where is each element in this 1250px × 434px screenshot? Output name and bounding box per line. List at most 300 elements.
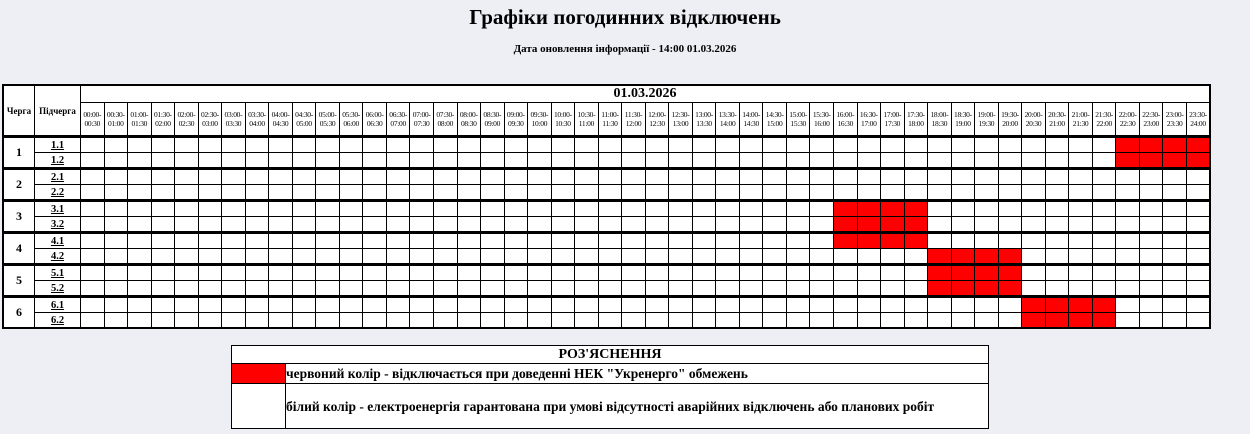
slot-cell (645, 185, 669, 201)
slot-cell (457, 201, 481, 217)
slot-cell (504, 249, 528, 265)
slot-cell (245, 153, 269, 169)
slot-cell (1116, 297, 1140, 313)
schedule-row (3, 201, 1210, 217)
slot-cell (222, 169, 246, 185)
slot-cell (1045, 249, 1069, 265)
legend-title-row (232, 346, 989, 364)
slot-cell (1045, 169, 1069, 185)
slot-cell (316, 201, 340, 217)
slot-cell (504, 185, 528, 201)
slot-cell (269, 217, 293, 233)
slot-cell (104, 185, 128, 201)
slot-cell (575, 217, 599, 233)
slot-cell (575, 297, 599, 313)
subqueue-link[interactable]: 4.2 (35, 249, 81, 265)
slot-cell-outage (1022, 313, 1046, 329)
slot-cell (998, 233, 1022, 249)
slot-cell (834, 249, 858, 265)
slot-cell (339, 217, 363, 233)
slot-cell (504, 233, 528, 249)
slot-cell (692, 249, 716, 265)
slot-cell (528, 233, 552, 249)
slot-cell-outage (834, 201, 858, 217)
subqueue-link[interactable]: 1.2 (35, 153, 81, 169)
slot-cell (104, 153, 128, 169)
slot-cell (928, 185, 952, 201)
slot-cell (386, 169, 410, 185)
slot-cell (1139, 201, 1163, 217)
slot-cell (245, 297, 269, 313)
slot-cell (316, 137, 340, 153)
slot-cell (575, 265, 599, 281)
slot-cell (222, 201, 246, 217)
slot-cell (1069, 153, 1093, 169)
time-slot-header: 01:30- 02:00 (151, 103, 175, 137)
slot-cell (716, 249, 740, 265)
slot-cell (716, 217, 740, 233)
slot-cell (739, 201, 763, 217)
slot-cell (575, 233, 599, 249)
schedule-row (3, 249, 1210, 265)
time-slot-header: 11:00- 11:30 (598, 103, 622, 137)
slot-cell-outage (975, 265, 999, 281)
schedule-row (3, 153, 1210, 169)
time-slot-header: 22:00- 22:30 (1116, 103, 1140, 137)
slot-cell (363, 185, 387, 201)
slot-cell (104, 313, 128, 329)
time-slot-header: 22:30- 23:00 (1139, 103, 1163, 137)
slot-cell (1163, 233, 1187, 249)
slot-cell (528, 137, 552, 153)
slot-cell (975, 137, 999, 153)
slot-cell (645, 233, 669, 249)
slot-cell (1069, 281, 1093, 297)
slot-cell (998, 185, 1022, 201)
slot-cell (245, 169, 269, 185)
slot-cell-outage (1139, 137, 1163, 153)
slot-cell (504, 281, 528, 297)
slot-cell (998, 169, 1022, 185)
slot-cell (669, 137, 693, 153)
slot-cell (386, 297, 410, 313)
slot-cell (81, 153, 105, 169)
slot-cell (975, 217, 999, 233)
slot-cell (575, 201, 599, 217)
slot-cell (622, 169, 646, 185)
slot-cell (1186, 233, 1210, 249)
slot-cell (1045, 265, 1069, 281)
time-slot-header: 08:30- 09:00 (481, 103, 505, 137)
slot-cell (363, 201, 387, 217)
slot-cell (1116, 201, 1140, 217)
slot-cell (739, 153, 763, 169)
slot-cell (763, 201, 787, 217)
slot-cell (245, 185, 269, 201)
slot-cell (104, 297, 128, 313)
time-header-row (3, 103, 1210, 137)
time-slot-header: 07:30- 08:00 (433, 103, 457, 137)
slot-cell (669, 249, 693, 265)
schedule-row (3, 313, 1210, 329)
slot-cell (81, 185, 105, 201)
slot-cell (269, 185, 293, 201)
slot-cell (433, 265, 457, 281)
slot-cell (551, 265, 575, 281)
slot-cell (1116, 169, 1140, 185)
slot-cell (292, 313, 316, 329)
slot-cell (175, 153, 199, 169)
slot-cell (1186, 313, 1210, 329)
slot-cell (245, 137, 269, 153)
slot-cell (410, 265, 434, 281)
slot-cell (622, 249, 646, 265)
time-slot-header: 18:00- 18:30 (928, 103, 952, 137)
slot-cell (669, 153, 693, 169)
slot-cell (175, 137, 199, 153)
slot-cell (692, 281, 716, 297)
slot-cell (481, 137, 505, 153)
subqueue-link[interactable]: 1.1 (35, 137, 81, 153)
slot-cell-outage (975, 281, 999, 297)
slot-cell (1139, 297, 1163, 313)
slot-cell (1092, 233, 1116, 249)
slot-cell (716, 185, 740, 201)
time-slot-header: 17:00- 17:30 (881, 103, 905, 137)
slot-cell (151, 201, 175, 217)
subqueue-link[interactable]: 2.2 (35, 185, 81, 201)
time-slot-header: 00:00- 00:30 (81, 103, 105, 137)
slot-cell (786, 281, 810, 297)
slot-cell (739, 185, 763, 201)
slot-cell (1022, 233, 1046, 249)
slot-cell-outage (1116, 153, 1140, 169)
slot-cell (504, 217, 528, 233)
slot-cell (1139, 233, 1163, 249)
slot-cell (622, 265, 646, 281)
time-slot-header: 04:30- 05:00 (292, 103, 316, 137)
slot-cell (528, 265, 552, 281)
slot-cell (598, 201, 622, 217)
slot-cell (363, 249, 387, 265)
slot-cell (551, 233, 575, 249)
slot-cell (928, 313, 952, 329)
slot-cell (198, 169, 222, 185)
slot-cell (669, 313, 693, 329)
slot-cell (622, 217, 646, 233)
slot-cell (457, 217, 481, 233)
slot-cell (1045, 281, 1069, 297)
slot-cell (622, 233, 646, 249)
time-slot-header: 16:30- 17:00 (857, 103, 881, 137)
slot-cell (269, 281, 293, 297)
slot-cell (598, 153, 622, 169)
slot-cell (316, 233, 340, 249)
schedule-row (3, 137, 1210, 153)
slot-cell-outage (1116, 137, 1140, 153)
slot-cell (316, 297, 340, 313)
slot-cell (104, 201, 128, 217)
slot-cell (551, 185, 575, 201)
slot-cell (269, 201, 293, 217)
slot-cell (339, 153, 363, 169)
slot-cell (1139, 217, 1163, 233)
slot-cell-outage (834, 217, 858, 233)
slot-cell (198, 265, 222, 281)
slot-cell (669, 185, 693, 201)
slot-cell (669, 297, 693, 313)
slot-cell (339, 137, 363, 153)
slot-cell (81, 217, 105, 233)
slot-cell (316, 313, 340, 329)
slot-cell (975, 153, 999, 169)
slot-cell (151, 313, 175, 329)
subqueue-link[interactable]: 6.1 (35, 297, 81, 313)
subqueue-link[interactable]: 2.1 (35, 169, 81, 185)
slot-cell (457, 137, 481, 153)
subqueue-link[interactable]: 5.1 (35, 265, 81, 281)
slot-cell (786, 265, 810, 281)
slot-cell (339, 281, 363, 297)
slot-cell (292, 201, 316, 217)
slot-cell (481, 313, 505, 329)
slot-cell (410, 313, 434, 329)
slot-cell (551, 137, 575, 153)
slot-cell (810, 137, 834, 153)
slot-cell (222, 281, 246, 297)
slot-cell (339, 185, 363, 201)
slot-cell (669, 217, 693, 233)
slot-cell (598, 265, 622, 281)
slot-cell (457, 153, 481, 169)
slot-cell (551, 313, 575, 329)
slot-cell (834, 313, 858, 329)
slot-cell (857, 185, 881, 201)
time-slot-header: 21:00- 21:30 (1069, 103, 1093, 137)
slot-cell (1045, 185, 1069, 201)
slot-cell (433, 233, 457, 249)
slot-cell (1092, 169, 1116, 185)
slot-cell (128, 201, 152, 217)
slot-cell (551, 297, 575, 313)
slot-cell (128, 169, 152, 185)
slot-cell (1092, 137, 1116, 153)
slot-cell (433, 137, 457, 153)
subqueue-link[interactable]: 3.1 (35, 201, 81, 217)
slot-cell (245, 249, 269, 265)
slot-cell (292, 281, 316, 297)
subqueue-link[interactable]: 6.2 (35, 313, 81, 329)
slot-cell (951, 137, 975, 153)
legend-table (231, 345, 989, 429)
slot-cell (1163, 281, 1187, 297)
slot-cell (433, 217, 457, 233)
slot-cell (810, 217, 834, 233)
slot-cell (386, 281, 410, 297)
slot-cell (1022, 249, 1046, 265)
time-slot-header: 19:30- 20:00 (998, 103, 1022, 137)
slot-cell (128, 153, 152, 169)
slot-cell (269, 249, 293, 265)
slot-cell (598, 217, 622, 233)
subqueue-link[interactable]: 5.2 (35, 281, 81, 297)
slot-cell (786, 185, 810, 201)
slot-cell (1116, 217, 1140, 233)
slot-cell (645, 313, 669, 329)
slot-cell (175, 201, 199, 217)
slot-cell (81, 137, 105, 153)
slot-cell (598, 185, 622, 201)
slot-cell (716, 313, 740, 329)
slot-cell (834, 265, 858, 281)
slot-cell (269, 265, 293, 281)
slot-cell (222, 265, 246, 281)
slot-cell (1092, 201, 1116, 217)
slot-cell (104, 137, 128, 153)
slot-cell (481, 265, 505, 281)
slot-cell (739, 137, 763, 153)
slot-cell (222, 297, 246, 313)
slot-cell (692, 217, 716, 233)
slot-cell (1163, 265, 1187, 281)
slot-cell (151, 233, 175, 249)
slot-cell (575, 249, 599, 265)
legend-red-row (232, 364, 989, 384)
slot-cell (433, 249, 457, 265)
slot-cell (951, 153, 975, 169)
slot-cell (810, 313, 834, 329)
slot-cell (481, 233, 505, 249)
slot-cell (363, 137, 387, 153)
slot-cell (175, 265, 199, 281)
legend-red-swatch (232, 364, 286, 384)
slot-cell (1022, 169, 1046, 185)
slot-cell (175, 297, 199, 313)
slot-cell (928, 137, 952, 153)
slot-cell (786, 313, 810, 329)
slot-cell (857, 137, 881, 153)
slot-cell (433, 313, 457, 329)
slot-cell (928, 297, 952, 313)
time-slot-header: 23:30- 24:00 (1186, 103, 1210, 137)
slot-cell (763, 313, 787, 329)
slot-cell (598, 137, 622, 153)
slot-cell (1092, 281, 1116, 297)
slot-cell (386, 153, 410, 169)
slot-cell (904, 169, 928, 185)
slot-cell (504, 153, 528, 169)
slot-cell (457, 313, 481, 329)
slot-cell (363, 313, 387, 329)
slot-cell (316, 265, 340, 281)
slot-cell (457, 281, 481, 297)
slot-cell (269, 169, 293, 185)
queue-cell: 2 (3, 169, 35, 201)
slot-cell (339, 249, 363, 265)
time-slot-header: 14:00- 14:30 (739, 103, 763, 137)
slot-cell (175, 281, 199, 297)
schedule-row (3, 217, 1210, 233)
date-row (3, 85, 1210, 103)
slot-cell (481, 185, 505, 201)
slot-cell (81, 297, 105, 313)
slot-cell (763, 297, 787, 313)
update-date: Дата оновлення інформації - 14:00 01.03.2026 (513, 43, 737, 55)
slot-cell (669, 201, 693, 217)
slot-cell (975, 233, 999, 249)
slot-cell (386, 217, 410, 233)
slot-cell (763, 185, 787, 201)
time-slot-header: 02:30- 03:00 (198, 103, 222, 137)
slot-cell (763, 137, 787, 153)
schedule-table (2, 84, 1211, 329)
time-slot-header: 00:30- 01:00 (104, 103, 128, 137)
slot-cell (386, 137, 410, 153)
slot-cell (1163, 185, 1187, 201)
time-slot-header: 09:00- 09:30 (504, 103, 528, 137)
legend-title: РОЗ'ЯСНЕННЯ (232, 346, 989, 364)
schedule-row (3, 185, 1210, 201)
slot-cell (269, 233, 293, 249)
slot-cell-outage (1163, 153, 1187, 169)
slot-cell (551, 281, 575, 297)
time-slot-header: 12:30- 13:00 (669, 103, 693, 137)
slot-cell (739, 297, 763, 313)
slot-cell (269, 137, 293, 153)
time-slot-header: 06:00- 06:30 (363, 103, 387, 137)
slot-cell (1139, 249, 1163, 265)
slot-cell (645, 137, 669, 153)
slot-cell (575, 281, 599, 297)
slot-cell-outage (857, 233, 881, 249)
subqueue-link[interactable]: 4.1 (35, 233, 81, 249)
slot-cell (198, 201, 222, 217)
slot-cell (339, 265, 363, 281)
slot-cell (857, 281, 881, 297)
slot-cell (669, 265, 693, 281)
time-slot-header: 07:00- 07:30 (410, 103, 434, 137)
subqueue-link[interactable]: 3.2 (35, 217, 81, 233)
slot-cell (1186, 185, 1210, 201)
time-slot-header: 02:00- 02:30 (175, 103, 199, 137)
slot-cell-outage (951, 265, 975, 281)
slot-cell (386, 233, 410, 249)
slot-cell (669, 233, 693, 249)
subqueue-column-header: Підчерга (35, 85, 81, 137)
slot-cell (998, 137, 1022, 153)
time-slot-header: 04:00- 04:30 (269, 103, 293, 137)
slot-cell (692, 233, 716, 249)
slot-cell (928, 217, 952, 233)
slot-cell (433, 201, 457, 217)
slot-cell (81, 313, 105, 329)
slot-cell (528, 169, 552, 185)
slot-cell (1069, 169, 1093, 185)
slot-cell (645, 169, 669, 185)
slot-cell (645, 265, 669, 281)
slot-cell (504, 137, 528, 153)
time-slot-header: 20:00- 20:30 (1022, 103, 1046, 137)
slot-cell (128, 281, 152, 297)
slot-cell (598, 249, 622, 265)
slot-cell (1116, 265, 1140, 281)
slot-cell-outage (1186, 137, 1210, 153)
slot-cell (198, 137, 222, 153)
slot-cell (128, 233, 152, 249)
slot-cell (786, 137, 810, 153)
slot-cell (857, 297, 881, 313)
slot-cell (245, 217, 269, 233)
